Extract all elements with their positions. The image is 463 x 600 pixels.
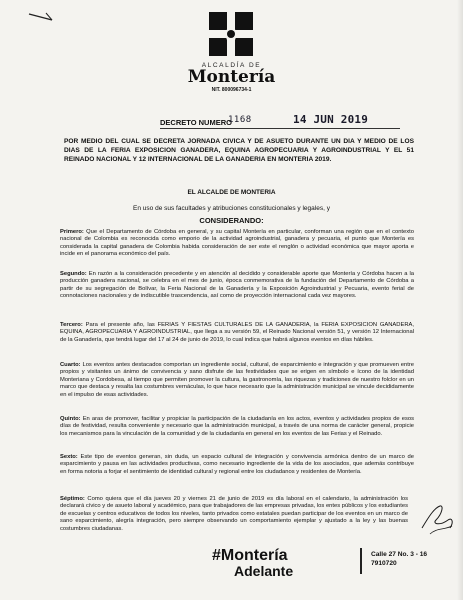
paragraph-text: Que el Departamento de Córdoba en general, y su capital Montería en particular, conforman una región que en el contexto nacional de Colombia es reconocida como emporio de la actividad agroindustrial, ganadera y pecuaria, el punto que Montería es considerada la capital ganadera de Colombia habida consideración de ser este el renglón o actividad económica que mayor aporta e incide en el panorama económico del país. (60, 229, 414, 258)
paragraph-lead: Tercero: (60, 322, 83, 328)
authority-heading: EL ALCALDE DE MONTERIA (187, 189, 276, 196)
footer-brand (212, 548, 352, 592)
letterhead (0, 8, 463, 93)
paragraph-lead: Quinto: (60, 416, 81, 422)
paragraph-text: En razón a la consideración precedente y en atención al decidido y considerable aporte que Montería y Córdoba hacen a la producción ganadera nacional, se celebra en el mes de junio, época conmemorativa de la fundación del Departamento de Córdoba a partir de su segregación de Bolívar, la Feria Nacional de la Ganadería y la Exposición Agroindustrial y Pecuaria, evento ferial de connotaciones nacionales y de indiscutible trascendencia, así como de proyección internacional cada vez mayores. (60, 271, 414, 300)
paragraph-cuarto (60, 362, 414, 399)
paragraph-text: Los eventos antes destacados comportan un ingrediente social, cultural, de esparcimiento e integración y que promueven entre propios y visitantes un ánimo de convivencia y sano disfrute de las festividades que se erigen en símbolo e ícono de la identidad Monteriana y Cordobesa, al tiempo que permiten promover la cultura, la gastronomía, las riquezas y tradiciones de nuestro folclor en un marco que destaca y resalta las costumbres vernáculas, lo que hace necesario que la administración municipal se vincule decididamente en el impulso de esas actividades. (60, 362, 414, 398)
brand-hashtag: #Montería (212, 547, 288, 564)
page-shadow-edge (457, 0, 463, 600)
decree-header (60, 115, 400, 131)
address-street: Calle 27 No. 3 - 16 (371, 551, 428, 558)
paragraph-text: Para el presente año, las FERIAS Y FIESTAS CULTURALES DE LA GANADERIA, la FERIA EXPOSICION GANADERA, EQUINA, AGROPECUARIA Y AGROINDUSTRIAL, que llega a su versión 59, el Reinado Nacional versión 51, y versión 12 Internacional de la Ganadería, que tendrá lugar del 17 al 24 de junio de 2019, lo cual indica que habrá algunos eventos en días hábiles. (60, 322, 414, 343)
handwritten-signature (418, 498, 458, 538)
city-name: Montería (187, 67, 276, 87)
paragraph-primero (60, 229, 414, 259)
alcaldia-label: ALCALDÍA DE (201, 62, 262, 69)
paragraph-tercero (60, 322, 414, 344)
brand-slogan: Adelante (234, 563, 294, 579)
powers-statement: En uso de sus facultades y atribuciones constitucionales y legales, y (133, 205, 330, 212)
decree-number-stamp: 1168 (228, 115, 252, 125)
city-logo-icon (205, 8, 259, 62)
decree-title: POR MEDIO DEL CUAL SE DECRETA JORNADA CIVICA Y DE ASUETO DURANTE UN DIA Y MEDIO DE LOS DIAS DE LA FERIA EXPOSICION GANADERA, EQUINA AGROPECUARIA Y AGROINDUSTRIAL Y EL 51 REINADO NACIONAL Y 12 INTERNACIONAL DE LA GANADERIA EN MONTERIA 2019. (64, 138, 414, 163)
paragraph-lead: Primero: (60, 229, 84, 235)
paragraph-text: En aras de promover, facilitar y propiciar la participación de la ciudadanía en los actos, eventos y actividades propios de esos días de festividad, resulta conveniente y necesario que la administración municipal, a través de una norma de carácter general, propicie los mecanismos para la vinculación de la comunidad y de la ciudadanía en general en los eventos de las Ferias y el Reinado. (60, 416, 414, 437)
decree-underline (160, 128, 400, 129)
decree-date-stamp: 14 JUN 2019 (293, 113, 369, 126)
footer-divider (360, 548, 362, 574)
paragraph-text: Como quiera que el día jueves 20 y viernes 21 de junio de 2019 es día laboral en el calendario, la administración los declarará cívico y de asueto laboral y académico, para que trabajadores de las empresas privadas, los entes públicos y los estudiantes de escuelas y centros educativos de todos los niveles, tanto privados como estatales puedan participar de los eventos en un marco de sano esparcimiento, alegría integración, pero siempre observando un comportamiento ejemplar y ajustado a la ley y las buenas costumbres ciudadanas. (60, 496, 408, 532)
paragraph-septimo (60, 496, 408, 533)
paragraph-lead: Séptimo: (60, 496, 85, 502)
paragraph-segundo (60, 271, 414, 301)
considering-heading: CONSIDERANDO: (199, 216, 264, 225)
paragraph-lead: Segundo: (60, 271, 87, 277)
paragraph-lead: Cuarto: (60, 362, 81, 368)
paragraph-quinto (60, 416, 414, 438)
decree-label: DECRETO NUMERO (160, 118, 232, 127)
paragraph-text: Este tipo de eventos generan, sin duda, un espacio cultural de integración y convivencia armónica dentro de un marco de esparcimiento y pausa en las actividades productivas, como necesario ingrediente de la vida de los asociados, que además contribuye en forma notoria a forjar el sentimiento de identidad cultural y regional entre los ciudadanos y residentes de Montería. (60, 454, 414, 475)
paragraph-lead: Sexto: (60, 454, 78, 460)
footer-address (371, 550, 427, 568)
address-phone: 7910720 (371, 560, 397, 567)
paragraph-sexto (60, 454, 414, 476)
nit-number: NIT. 800096734-1 (211, 87, 252, 93)
